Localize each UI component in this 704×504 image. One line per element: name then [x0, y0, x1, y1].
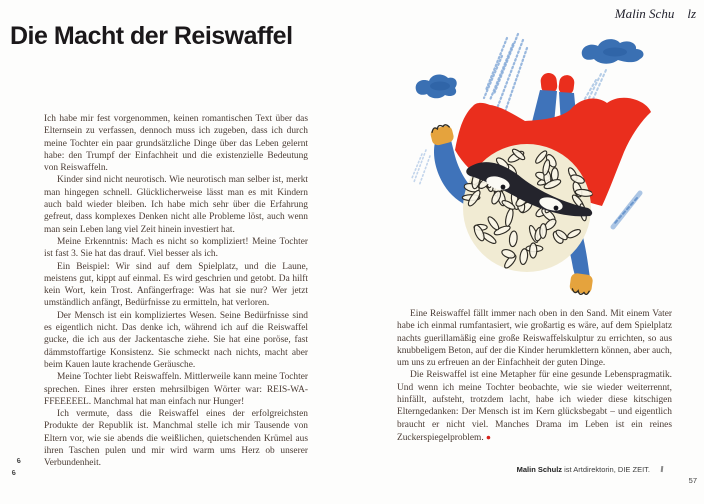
page-number-digit: 6 [11, 469, 17, 478]
end-of-article-dot: ● [483, 431, 491, 442]
left-cloud-icon [416, 75, 457, 99]
paragraph: Ich habe mir fest vorgenommen, keinen romantischen Text über das Elternsein zu verfassen, dennoch muss ich zugeben, dass ich durch meine Tochter ein paar grundsätzliche Dinge über das Leben gelernt habe: den Trumpf der Einfachheit und die existenzielle Bedeutung von Reiswaffeln. [44, 114, 308, 174]
paragraph: Der Mensch ist ein kompliziertes Wesen. Seine Bedürfnisse sind es eigentlich nicht. Das denke ich, während ich auf die Reiswaffel gucke, die ich aus der Jackentasche ziehe. Sie hat eine poröse, fast dämmstoffartige Konsistenz. Sie schmeckt nach nichts, macht aber beim Kauen laute krachende Geräusche. [44, 310, 308, 370]
right-cloud-icon [582, 39, 644, 64]
author-credit [517, 465, 650, 474]
rice-cake-superhero-illustration [410, 28, 656, 298]
right-hand-icon [569, 273, 594, 296]
author-credit-name: Malin Schulz [516, 465, 563, 474]
author-name-part: lz [687, 6, 696, 21]
right-article [397, 308, 672, 444]
author-name-part: Malin Schu [614, 6, 675, 21]
paragraph: Meine Erkenntnis: Mach es nicht so kompliziert! Meine Tochter ist fast 3. Sie hat das drauf. Viel besser als ich. [44, 236, 308, 260]
paragraph: Kinder sind nicht neurotisch. Wie neurotisch man selber ist, merkt man hingegen schnell. Glücklicherweise lässt man es mit Kindern auch bald wieder bleiben. Ich habe mich sehr über die Erfahrung gefreut, dass komplexes Denken nicht alle Probleme löst, auch wenn man sein Leben lang viel Zeit hinein investiert hat. [44, 175, 308, 235]
page-number-digit: 6 [16, 457, 22, 466]
author-header [615, 6, 696, 22]
paragraph: Die Reiswaffel ist eine Metapher für eine gesunde Lebenspragmatik. Und wenn ich meine Tochter beobachte, wie sie wieder weiterrennt, hinfällt, aufsteht, trotzdem lacht, habe ich wieder diese kitschigen Elterngedanken: Der Mensch ist im Kern glücksbegabt – und eigentlich braucht er nicht viel. Manches Drama im Leben ist ein reines Zuckerspiegelproblem. ● [397, 370, 672, 443]
paragraph: Eine Reiswaffel fällt immer nach oben in den Sand. Mit einem Vater habe ich einmal rumfantasiert, wie großartig es wäre, auf dem Spielplatz nachts guerillamäßig eine große Reiswaffelskulptur zu errichten, so aus knubbeligem Beton, auf der die Kinder herumklettern können, aber auch, um uns zu erfreuen an der Einfachheit der guten Dinge. [397, 309, 672, 369]
author-credit-role: ist Artdirektorin, DIE ZEIT. [562, 465, 650, 474]
paragraph: Ein Beispiel: Wir sind auf dem Spielplatz, und die Laune, meistens gut, kippt auf einmal. Es wird geschrien und getobt. Da hilft kein Wort, kein Trost. Anfängerfrage: Was hat sie nur? Wer jetzt umständlich anfängt, Bedürfnisse zu ermitteln, hat verloren. [44, 261, 308, 309]
page-title: Die Macht der Reiswaffel [10, 22, 293, 50]
page-number-right: 57 [688, 476, 697, 485]
page-number-left [10, 456, 30, 486]
scan-mark [660, 466, 662, 472]
paragraph: Meine Tochter liebt Reiswaffeln. Mittlerweile kann meine Tochter sprechen. Eines ihrer ersten mehrsilbigen Wörter war: REIS-WA-FFEEEEEL. Manchmal hat man einfach nur Hunger! [44, 372, 308, 407]
paragraph: Ich vermute, dass die Reiswaffel eines der erfolgreichsten Produkte der Republik ist. Manchmal stelle ich mir Tausende von Eltern vor, wie sie abends die weißlichen, quietschenden Krümel aus ihren Taschen pulen und mir wird warm ums Herz ob unserer Verbundenheit. [44, 409, 308, 469]
left-article [44, 113, 308, 470]
